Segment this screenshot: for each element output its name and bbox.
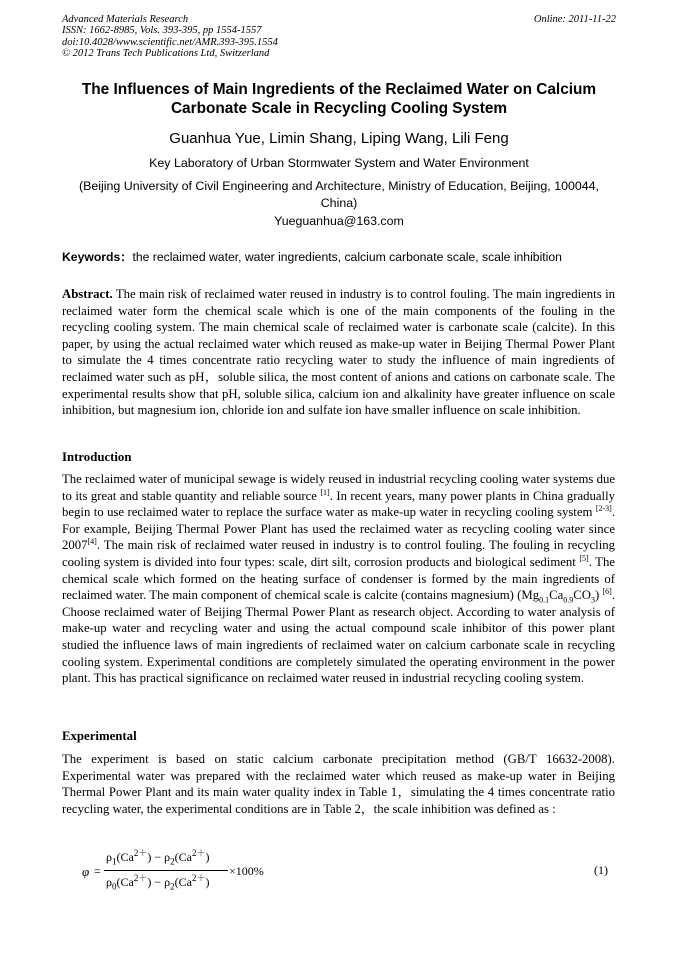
citation[interactable]: [2-3]	[595, 503, 612, 513]
introduction-heading: Introduction	[62, 450, 132, 464]
introduction-paragraph: The reclaimed water of municipal sewage is widely reused in industrial recycling cooling water systems due to its great and stable quantity and reliable source [1]. In recent years, many power plants in China gradually begin to use reclaimed water to replace the surface water as make-up water in recycling cooling system [2-3]. For example, Beijing Thermal Power Plant has used the reclaimed water as recycling cooling water since 2007[4]. The main risk of reclaimed water reused in industry is to control fouling. The fouling in recycling cooling system is divided into four types: scale, dirt silt, corrosion products and biological sediment [5]. The chemical scale which formed on the heating surface of condenser is formed by the main ingredients of reclaimed water. The main component of chemical scale is calcite (contains magnesium) $(Mg_{0.1}Ca_{0.9}CO_3)$ [6]. Choose reclaimed water of Beijing Thermal Power Plant as research object. According to water analysis of make-up water and recycling water and using the actual compound scale inhibitor of this power plant studied the influence laws of main ingredients of reclaimed water on calcium carbonate scale in recycling cooling system. Experimental conditions are completely simulated the operating environment in the power plant. This has practical significance on reclaimed water reused in industrial recycling cooling system.	[62, 472, 616, 686]
title-line: Carbonate Scale in Recycling Cooling System	[170, 100, 508, 117]
citation[interactable]: [4]	[87, 537, 97, 547]
formula-lhs: φ	[82, 864, 90, 879]
keywords-text: the reclaimed water, water ingredients, calcium carbonate scale, scale inhibition	[132, 250, 562, 264]
citation[interactable]: [6]	[602, 586, 612, 596]
citation[interactable]: [5]	[579, 553, 589, 563]
journal-copyright: © 2012 Trans Tech Publications Ltd, Switzerland	[62, 48, 270, 60]
experimental-paragraph: The experiment is based on static calcium carbonate precipitation method (GB/T 16632-2008). Experimental water was prepared with the reclaimed water which reused as make-up water in Beijing Thermal Power Plant and its main water quality index in Table 1，simulating the 4 times concentrate ratio recycling water, the experimental conditions are in Table 2，the scale inhibition was defined as :	[62, 752, 615, 816]
equation-number: (1)	[594, 863, 608, 877]
citation[interactable]: [1]	[320, 487, 330, 497]
abstract-text: The main risk of reclaimed water reused in industry is to control fouling. The main ingredients in reclaimed water form the chemical scale which is one of the main components of the fouling in the recycling cooling system. The main chemical scale of reclaimed water is carbonate scale (calcite). In this paper, by using the actual reclaimed water which reused as make-up water in Beijing Thermal Power Plant to simulate the 4 times concentrate ratio recycling water to study the influence of main ingredients of reclaimed water such as pH，soluble silica, the most content of anions and cations on carbonate scale. The experimental results show that pH, soluble silica, calcium ion and alkalinity have greater influence on scale inhibition, but magnesium ion, chloride ion and sulfate ion have smaller influence on scale inhibition.	[62, 287, 615, 418]
journal-issn: ISSN: 1662-8985, Vols. 393-395, pp 1554-1557	[62, 25, 262, 37]
journal-header	[62, 14, 616, 60]
journal-name: Advanced Materials Research	[62, 14, 189, 25]
formula-denominator: $\rho_0(Ca^{2+}) - \rho_2(Ca^{2+})$	[106, 873, 210, 892]
fraction-bar	[104, 870, 228, 871]
author-list: Guanhua Yue, Limin Shang, Liping Wang, Lili Feng	[169, 130, 509, 147]
online-date: Online: 2011-11-22	[533, 14, 616, 25]
formula-numerator: $\rho_1(Ca^{2+}) - \rho_2(Ca^{2+})$	[106, 848, 210, 867]
author-email[interactable]: Yueguanhua@163.com	[274, 214, 404, 228]
formula-equals: =	[94, 864, 101, 878]
keywords-label: Keywords：	[62, 250, 133, 264]
title-line: The Influences of Main Ingredients of the Reclaimed Water on Calcium	[81, 81, 597, 98]
keywords	[62, 248, 622, 265]
formula-percent: ×100%	[229, 864, 264, 878]
affiliation-university	[62, 178, 616, 212]
affiliation-lab: Key Laboratory of Urban Stormwater System and Water Environment	[149, 156, 529, 170]
affiliation-line: China)	[320, 196, 358, 210]
abstract-label: Abstract.	[62, 287, 113, 301]
abstract	[62, 286, 615, 419]
journal-doi[interactable]: doi:10.4028/www.scientific.net/AMR.393-395.1554	[62, 36, 278, 48]
affiliation-line: (Beijing University of Civil Engineering and Architecture, Ministry of Education, Beijing, 100044,	[79, 179, 599, 193]
paper-title	[62, 80, 616, 118]
experimental-heading: Experimental	[62, 729, 137, 743]
equation-1	[82, 848, 616, 900]
